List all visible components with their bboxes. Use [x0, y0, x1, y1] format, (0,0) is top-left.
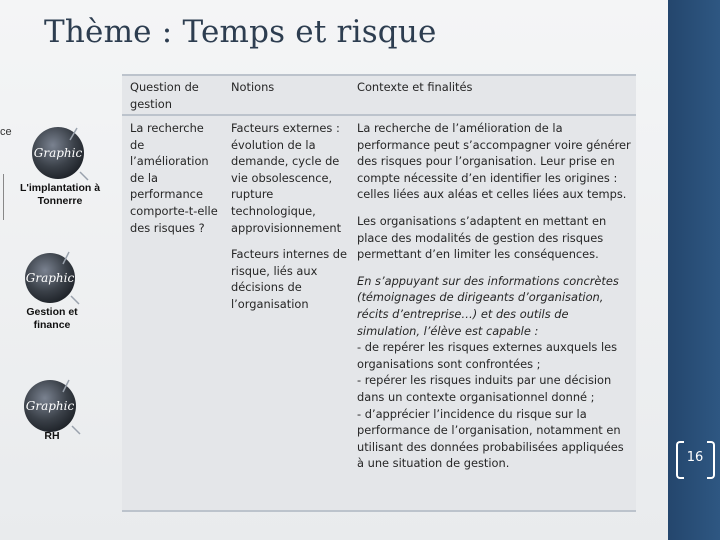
logo-implantation-tonnerre — [2, 122, 118, 208]
logo-gestion-finance — [2, 248, 102, 332]
table-bottom-rule — [122, 510, 636, 512]
logo-label: Gestion et finance — [26, 306, 78, 331]
graphic-logo-icon — [22, 248, 82, 306]
contexte-bullet-3: - d’apprécier l’incidence du risque sur la performance de l’organisation, notamment en utilisant des données probabilisées appliquées à une situation de gestion. — [357, 406, 624, 471]
cell-question: La recherche de l’amélioration de la performance comporte-t-elle des risques ? — [130, 121, 218, 235]
notion-internal: Facteurs internes de risque, liés aux décisions de l’organisation — [231, 247, 348, 311]
contexte-paragraph-1: La recherche de l’amélioration de la performance peut s’accompagner voire générer des risques pour l’organisation. Leur prise en compte nécessite d’en identifier les origines : celles liées aux aléas et celles liées aux temps. — [357, 121, 631, 202]
contexte-bullet-2: - repérer les risques induits par une décision dans un contexte organisationnel donné ; — [357, 373, 612, 404]
logo-word: Graphic — [25, 399, 75, 413]
cell-contexte — [357, 120, 631, 472]
logo-word: Graphic — [33, 146, 83, 160]
table-top-rule — [122, 74, 636, 76]
header-question: Question de gestion — [130, 80, 199, 111]
contexte-bullet-1: - de repérer les risques externes auxquels les organisations sont confrontées ; — [357, 340, 618, 371]
notion-external: Facteurs externes : évolution de la demande, cycle de vie obsolescence, rupture technologique, approvisionnement — [231, 121, 342, 235]
logo-rh — [2, 376, 102, 443]
cropped-edge-text: ce — [0, 126, 12, 138]
cell-notions — [231, 120, 349, 313]
logo-word: Graphic — [25, 271, 75, 285]
header-notions: Notions — [231, 80, 275, 94]
graphic-logo-icon — [22, 376, 82, 436]
header-contexte: Contexte et finalités — [357, 80, 473, 94]
contexte-paragraph-2: Les organisations s’adaptent en mettant en place des modalités de gestion des risques permettant d’en limiter les conséquences. — [357, 213, 607, 262]
logo-label: RH — [44, 430, 60, 442]
page-number-bracket-right — [707, 441, 715, 479]
contexte-paragraph-3: En s’appuyant sur des informations concrètes (témoignages de dirigeants d’organisation, récits d’entreprise…) et des outils de simulation, l’élève est capable : — [357, 273, 619, 338]
page-number: 16 — [686, 450, 704, 465]
table-header-rule — [122, 114, 636, 116]
logo-label: L'implantation à Tonnerre — [19, 182, 101, 207]
graphic-logo-icon — [30, 122, 90, 182]
slide-title: Thème : Temps et risque — [44, 14, 437, 50]
